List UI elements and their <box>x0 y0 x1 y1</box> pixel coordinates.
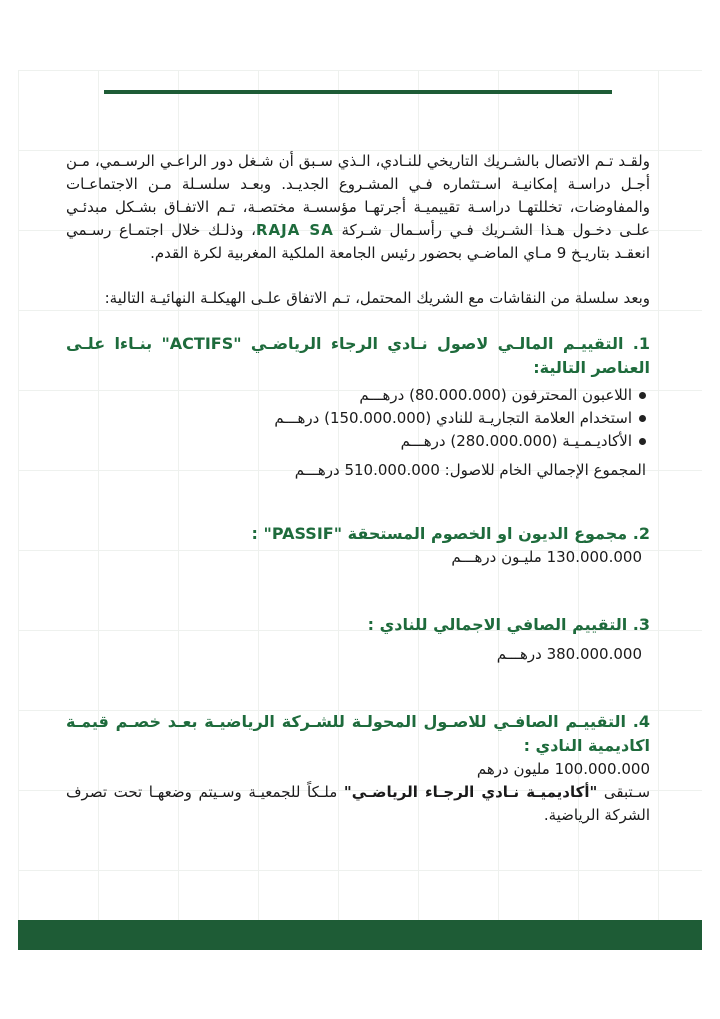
intro-text: ولقـد تـم الاتصال بالشـريك التاريخي للنـادي، الـذي سـبق أن شـغل دور الراعـي الرسـمي، مـن أجـل دراسـة إمكانيـة اسـتثماره فـي المشـروع الجديـد. وبعـد سلسـلة مـن الاجتماعـات والمفاوضات، تخللتهـا دراسـة تقييميـة أجرتهـا مؤسسـة مختصـة، تـم الاتفـاق بشـكل مبدئـي علـى دخـول هـذا الشـريك فـي رأسـمال شـركة <box>66 152 651 239</box>
document-body <box>66 150 650 827</box>
note-text: سـتبقى <box>597 783 651 801</box>
company-name: RAJA SA <box>255 221 334 239</box>
net-valuation-value: 380.000.000 درهـــم <box>496 645 642 663</box>
structure-paragraph: وبعد سلسلة من النقاشات مع الشريك المحتمل، تـم الاتفاق علـى الهيكلـة النهائيـة التالية: <box>104 289 650 307</box>
list-item: استخدام العلامة التجاريـة للنادي (150.000.000) درهـــم <box>66 407 632 430</box>
section3-heading: 3. التقييم الصافي الاجمالي للنادي : <box>367 615 650 634</box>
section2-heading: 2. مجموع الديون او الخصوم المستحقة "PASSIF" : <box>251 524 650 543</box>
asset-list <box>66 384 650 453</box>
section1-heading: 1. التقييـم المالـي لاصول نـادي الرجاء الرياضـي "ACTIFS" بنـاءا علـى العناصر التالية: <box>66 334 650 377</box>
note-text-end: ملـكاً للجمعيـة وسـيتم وضعهـا تحت تصرف الشركة الرياضية. <box>66 783 650 824</box>
academy-note <box>66 781 650 827</box>
top-divider <box>104 90 612 94</box>
list-item: اللاعبون المحترفون (80.000.000) درهـــم <box>66 384 632 407</box>
footer-band <box>18 920 702 950</box>
academy-name: "أكاديميـة نـادي الرجـاء الرياضـي" <box>343 783 598 801</box>
list-item: الأكاديـمـيـة (280.000.000) درهـــم <box>66 430 632 453</box>
liabilities-value: 130.000.000 مليـون درهـــم <box>451 548 642 566</box>
assets-total: المجموع الإجمالي الخام للاصول: 510.000.000 درهـــم <box>294 461 646 479</box>
section4-heading: 4. التقييـم الصافـي للاصـول المحولـة للشـركة الرياضيـة بعـد خصـم قيمـة اكاديمية النادي : <box>66 712 650 755</box>
net-transferred-value: 100.000.000 مليون درهم <box>476 760 650 778</box>
intro-paragraph <box>66 150 650 265</box>
intro-text-end: ، وذلـك خلال اجتمـاع رسـمي انعقـد بتاريـخ 9 مـاي الماضـي بحضور رئيس الجامعة الملكية المغربية لكرة القدم. <box>66 221 650 262</box>
